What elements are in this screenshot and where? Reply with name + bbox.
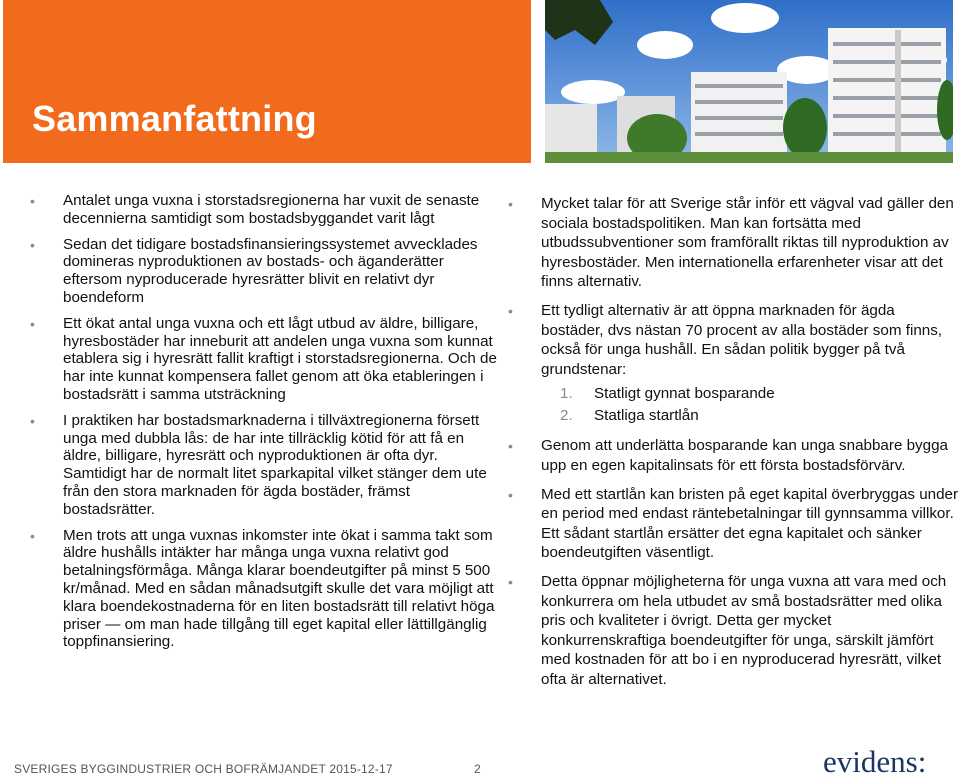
list-item: • Men trots att unga vuxnas inkomster inte ökat i samma takt som äldre hushålls intäkter har många unga vuxna relativt god betalningsförmåga. Många klarar boendeutgifter på minst 5 500 kr/månad. Med en sådan månadsutgift skulle det vara möjligt att klara boendekostnaderna för en liten bostadsrätt till relativt höga priser — om man hade tillgång till eget kapital eller lättillgänglig toppfinansiering.	[30, 526, 495, 651]
bullet-icon: •	[508, 302, 513, 319]
list-item: • I praktiken har bostadsmarknaderna i tillväxtregionerna försett unga med dubbla lås: de har inte tillräcklig kötid för att få en äldre, billigare, hyresrätt och nyproduktionen är ofta dyr. Samtidigt har de normalt litet sparkapital vilket stänger dem ute från den stora marknaden för ägda bostäder, främst bostadsrätter.	[30, 411, 487, 518]
bullet-icon: •	[30, 527, 35, 544]
list-item: • Sedan det tidigare bostadsfinansieringssystemet avvecklades domineras nyproduktionen av bostads- och äganderätter eftersom nyproducerade hyresrätter blivit en relativt dyr boendeform	[30, 235, 478, 306]
list-item: • Detta öppnar möjligheterna för unga vuxna att vara med och konkurrera om hela utbudet av små bostadsrätter med olika pris och kvaliteter i övrigt. Detta ger mycket konkurrenskraftiga boendeutgifter för unga, särskilt jämfört med kostnaden för att bo i en nyproducerad hyresrätt, vilket ofta är alternativet.	[508, 572, 947, 688]
title-banner	[3, 0, 531, 163]
bullet-icon: •	[508, 486, 513, 503]
numbered-list-item: 2. Statliga startlån	[560, 407, 699, 425]
bullet-icon: •	[508, 438, 513, 455]
svg-text:evidens:: evidens:	[823, 745, 927, 779]
numbered-list	[541, 383, 960, 427]
apartment-buildings-photo	[545, 0, 953, 163]
page-number: 2	[474, 762, 481, 776]
bullet-icon: •	[508, 573, 513, 590]
left-column	[30, 192, 500, 659]
bullet-icon: •	[30, 193, 35, 209]
list-item: • Antalet unga vuxna i storstadsregionerna har vuxit de senaste decennierna samtidigt som bostadsbyggandet varit lågt	[30, 192, 480, 227]
list-item: • Ett tydligt alternativ är att öppna marknaden för ägda bostäder, dvs nästan 70 procent av alla bostäder som finns, också för unga hushåll. En sådan politik bygger på två grundstenar: 1. Statligt gynnat bosparande 2. Statliga startlån	[508, 301, 960, 427]
right-column	[508, 194, 960, 698]
bullet-icon: •	[30, 315, 35, 332]
bullet-icon: •	[508, 196, 513, 212]
numbered-list-item: 1. Statligt gynnat bosparande	[560, 385, 775, 403]
list-item: • Ett ökat antal unga vuxna och ett lågt utbud av äldre, billigare, hyresbostäder har inneburit att andelen unga vuxna som kunnat etablera sig i hyresrätt fallit kraftigt i storstadsregionerna. Och de har inte kunnat kompensera fallet genom att öka etableringen i bostadsrätt i samma utsträckning	[30, 314, 497, 403]
list-item: • Mycket talar för att Sverige står inför ett vägval vad gäller den sociala bostadspolitiken. Man kan fortsätta med utbudssubventioner som framförallt riktas till nyproduktion av hyresbostäder. Men internationella erfarenheter visar att det finns alternativ.	[508, 195, 954, 291]
evidens-logo	[823, 745, 955, 779]
bullet-icon: •	[30, 236, 35, 253]
list-item: • Genom att underlätta bosparande kan unga snabbare bygga upp en egen kapitalinsats för ett första bostadsförvärv.	[508, 437, 948, 474]
page-title: Sammanfattning	[32, 98, 317, 139]
footer-text: SVERIGES BYGGINDUSTRIER OCH BOFRÄMJANDET 2015-12-17	[14, 762, 393, 776]
bullet-icon: •	[30, 412, 35, 429]
list-item: • Med ett startlån kan bristen på eget kapital överbryggas under en period med endast räntebetalningar till gynnsamma villkor. Ett sådant startlån ersätter det egna kapitalet och sänker boendeutgiften väsentligt.	[508, 485, 959, 562]
